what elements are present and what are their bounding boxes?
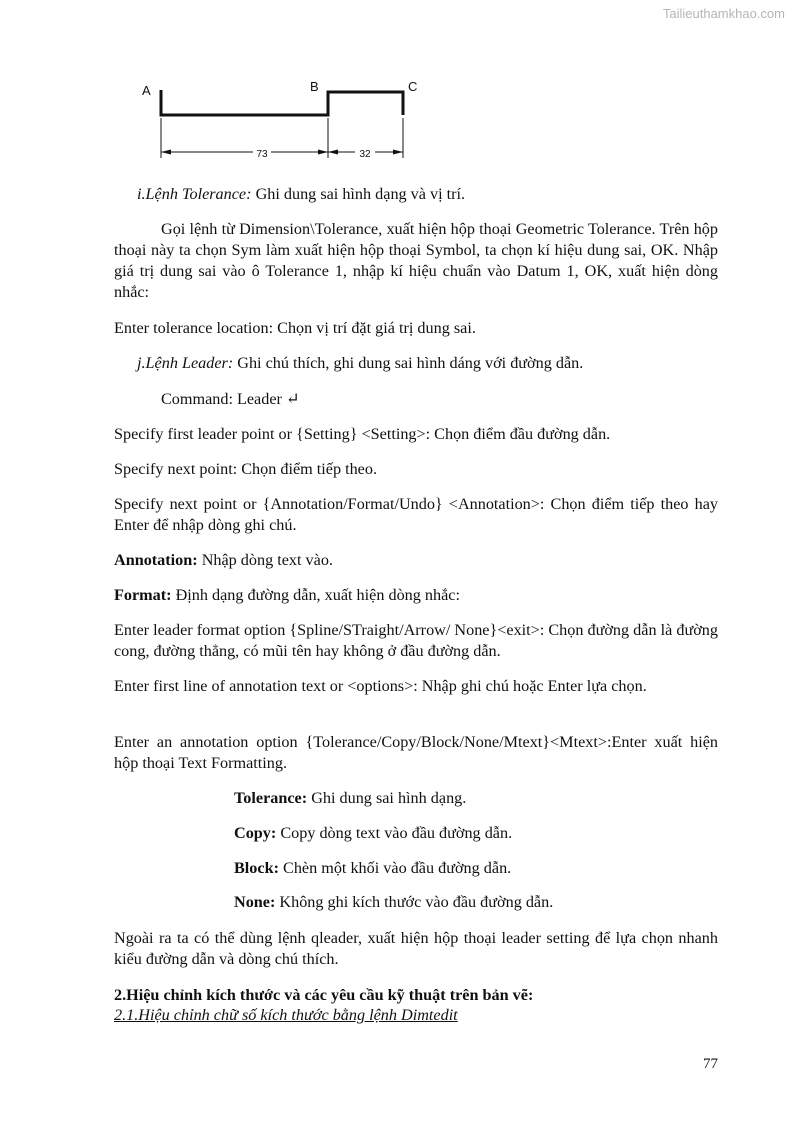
option-block-label: Block: [234,859,279,877]
dimension-bc: 32 [359,149,371,160]
dimension-diagram [138,76,428,166]
qleader-note: Ngoài ra ta có thể dùng lệnh qleader, xuất hiện hộp thoại leader setting để lựa chọn nhanh kiểu đường dẫn và dòng chú thích. [114,929,718,968]
option-copy [234,823,718,844]
label-b: B [310,79,319,94]
dimension-ab: 73 [256,149,268,160]
option-tolerance-text: Ghi dung sai hình dạng. [307,789,467,807]
tolerance-body: Gọi lệnh từ Dimension\Tolerance, xuất hiện hộp thoại Geometric Tolerance. Trên hộp thoại này ta chọn Sym làm xuất hiện hộp thoại Symbol, ta chọn kí hiệu dung sai, OK. Nhập giá trị dung sai vào ô Tolerance 1, nhập kí hiệu chuẩn vào Datum 1, OK, xuất hiện dòng nhắc: [114,220,718,301]
tolerance-heading [137,184,718,205]
command-line: Command: Leader ↵ [161,390,300,408]
annotation-label: Annotation: [114,551,198,569]
arrow-b-left [318,150,328,155]
option-block-text: Chèn một khối vào đầu đường dẫn. [278,859,512,877]
label-c: C [408,79,418,94]
section-heading-2-1-text: 2.1.Hiệu chỉnh chữ số kích thước bằng lệnh Dimtedit [114,1006,458,1024]
option-block [234,858,718,879]
next-point: Specify next point: Chọn điểm tiếp theo. [114,460,378,478]
option-none [234,892,718,913]
tolerance-desc: Ghi dung sai hình dạng và vị trí. [251,185,466,203]
label-a: A [142,83,151,98]
option-tolerance-label: Tolerance: [234,789,308,807]
tolerance-location: Enter tolerance location: Chọn vị trí đặt giá trị dung sai. [114,319,476,337]
first-line-annotation: Enter first line of annotation text or <options>: Nhập ghi chú hoặc Enter lựa chọn. [114,677,647,695]
section-heading-2: 2.Hiệu chỉnh kích thước và các yêu cầu kỹ thuật trên bản vẽ: [114,986,534,1004]
annotation-option: Enter an annotation option {Tolerance/Copy/Block/None/Mtext}<Mtext>:Enter xuất hiện hộp thoại Text Formatting. [114,733,718,772]
arrow-a [161,150,171,155]
leader-format-option: Enter leader format option {Spline/STraight/Arrow/ None}<exit>: Chọn đường dẫn là đường cong, đường thẳng, có mũi tên hay không ở đầu đường dẫn. [114,621,718,660]
watermark: Tailieuthamkhao.com [662,6,785,21]
leader-heading [137,353,718,374]
format-label: Format: [114,586,172,604]
annotation-line [114,550,718,571]
option-tolerance [234,788,718,809]
page-number: 77 [703,1056,718,1072]
arrow-c [393,150,403,155]
option-copy-label: Copy: [234,824,277,842]
profile-line [161,90,403,115]
tolerance-title: i.Lệnh Tolerance: [137,185,252,203]
leader-title: j.Lệnh Leader: [137,354,234,372]
section-heading-2-1 [114,1005,718,1026]
option-copy-text: Copy dòng text vào đầu đường dẫn. [276,824,513,842]
next-point-or: Specify next point or {Annotation/Format/Undo} <Annotation>: Chọn điểm tiếp theo hay Enter để nhập dòng ghi chú. [114,495,718,534]
option-none-label: None: [234,893,276,911]
annotation-text: Nhập dòng text vào. [197,551,333,569]
format-line [114,585,718,606]
leader-desc: Ghi chú thích, ghi dung sai hình dáng với đường dẫn. [233,354,584,372]
option-none-text: Không ghi kích thước vào đầu đường dẫn. [275,893,554,911]
first-leader-point: Specify first leader point or {Setting} <Setting>: Chọn điểm đầu đường dẫn. [114,425,611,443]
format-text: Định dạng đường dẫn, xuất hiện dòng nhắc: [171,586,460,604]
arrow-b-right [328,150,338,155]
